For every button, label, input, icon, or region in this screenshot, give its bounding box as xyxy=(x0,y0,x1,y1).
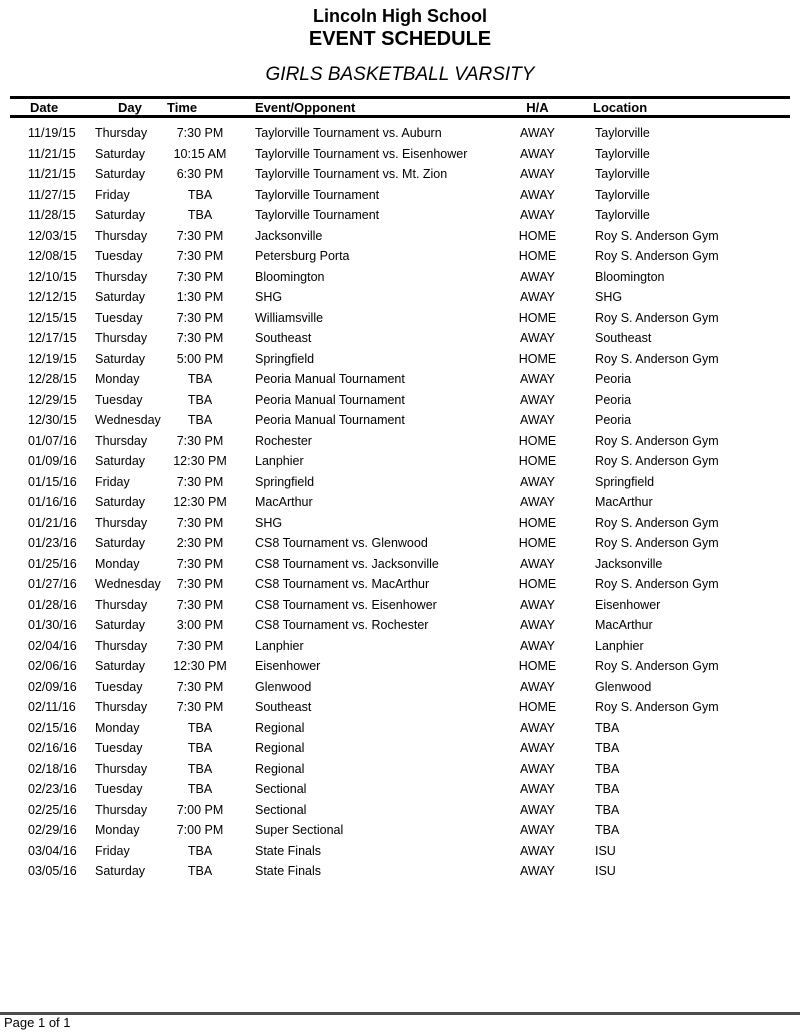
cell-location: TBA xyxy=(595,741,620,756)
cell-event: Petersburg Porta xyxy=(255,249,350,264)
table-row xyxy=(10,185,790,206)
cell-event: Super Sectional xyxy=(255,823,344,838)
cell-location: Roy S. Anderson Gym xyxy=(595,228,719,243)
cell-location: Taylorville xyxy=(595,126,650,141)
cell-day: Saturday xyxy=(95,454,146,469)
cell-ha: AWAY xyxy=(520,638,555,653)
column-header-event-opponent: Event/Opponent xyxy=(255,99,356,115)
cell-date: 12/03/15 xyxy=(28,228,77,243)
cell-date: 11/21/15 xyxy=(28,146,76,161)
cell-time: 1:30 PM xyxy=(176,290,224,305)
cell-location: Roy S. Anderson Gym xyxy=(595,536,719,551)
cell-event: Regional xyxy=(255,741,305,756)
cell-location: Taylorville xyxy=(595,167,650,182)
footer-divider xyxy=(0,1012,800,1015)
cell-date: 01/30/16 xyxy=(28,618,77,633)
cell-day: Tuesday xyxy=(95,741,143,756)
cell-date: 03/04/16 xyxy=(28,843,77,858)
cell-time: 5:00 PM xyxy=(176,351,224,366)
cell-event: Springfield xyxy=(255,474,315,489)
cell-time: 7:00 PM xyxy=(176,823,224,838)
cell-location: Taylorville xyxy=(595,187,650,202)
cell-day: Thursday xyxy=(95,761,148,776)
table-row xyxy=(10,308,790,329)
team-subtitle: GIRLS BASKETBALL VARSITY xyxy=(265,64,535,85)
cell-event: Lanphier xyxy=(255,454,304,469)
cell-event: Lanphier xyxy=(255,638,304,653)
cell-day: Tuesday xyxy=(95,310,143,325)
cell-time: 7:30 PM xyxy=(176,269,224,284)
cell-date: 11/27/15 xyxy=(28,187,76,202)
cell-time: 3:00 PM xyxy=(176,618,224,633)
column-header-location: Location xyxy=(593,99,648,115)
table-row xyxy=(10,349,790,370)
cell-ha: AWAY xyxy=(520,741,555,756)
cell-date: 01/23/16 xyxy=(28,536,77,551)
cell-day: Thursday xyxy=(95,433,148,448)
column-header-date: Date xyxy=(30,99,59,115)
schedule-table-body xyxy=(10,117,790,882)
cell-day: Monday xyxy=(95,720,140,735)
cell-ha: AWAY xyxy=(520,823,555,838)
cell-date: 02/09/16 xyxy=(28,679,77,694)
cell-time: 7:30 PM xyxy=(176,126,224,141)
cell-day: Saturday xyxy=(95,864,146,879)
cell-event: MacArthur xyxy=(255,495,313,510)
cell-time: 7:30 PM xyxy=(176,577,224,592)
cell-time: TBA xyxy=(187,187,213,202)
cell-ha: AWAY xyxy=(520,474,555,489)
cell-day: Saturday xyxy=(95,618,146,633)
table-row xyxy=(10,267,790,288)
table-row xyxy=(10,738,790,759)
cell-date: 03/05/16 xyxy=(28,864,77,879)
cell-location: TBA xyxy=(595,720,620,735)
cell-time: TBA xyxy=(187,392,213,407)
cell-ha: HOME xyxy=(518,659,557,674)
cell-day: Monday xyxy=(95,556,140,571)
cell-time: 7:30 PM xyxy=(176,228,224,243)
cell-ha: AWAY xyxy=(520,187,555,202)
cell-location: Glenwood xyxy=(595,679,652,694)
cell-time: TBA xyxy=(187,761,213,776)
table-row xyxy=(10,164,790,185)
table-row xyxy=(10,861,790,882)
cell-location: Roy S. Anderson Gym xyxy=(595,433,719,448)
cell-event: SHG xyxy=(255,290,283,305)
cell-ha: HOME xyxy=(518,536,557,551)
cell-ha: AWAY xyxy=(520,597,555,612)
cell-date: 12/10/15 xyxy=(28,269,77,284)
table-row xyxy=(10,574,790,595)
cell-date: 01/15/16 xyxy=(28,474,77,489)
cell-day: Thursday xyxy=(95,802,148,817)
cell-time: TBA xyxy=(187,782,213,797)
cell-time: TBA xyxy=(187,843,213,858)
cell-date: 12/08/15 xyxy=(28,249,77,264)
cell-ha: AWAY xyxy=(520,802,555,817)
cell-time: 7:30 PM xyxy=(176,310,224,325)
cell-day: Thursday xyxy=(95,638,148,653)
cell-event: Southeast xyxy=(255,700,312,715)
cell-event: Sectional xyxy=(255,802,307,817)
table-row xyxy=(10,144,790,165)
cell-location: ISU xyxy=(595,843,616,858)
cell-date: 02/25/16 xyxy=(28,802,77,817)
cell-location: MacArthur xyxy=(595,618,653,633)
title-block xyxy=(0,0,800,87)
table-row xyxy=(10,800,790,821)
cell-ha: AWAY xyxy=(520,413,555,428)
cell-location: Roy S. Anderson Gym xyxy=(595,454,719,469)
cell-date: 01/07/16 xyxy=(28,433,77,448)
cell-ha: AWAY xyxy=(520,864,555,879)
cell-time: 7:30 PM xyxy=(176,515,224,530)
cell-date: 02/29/16 xyxy=(28,823,77,838)
cell-date: 02/11/16 xyxy=(28,700,76,715)
cell-ha: AWAY xyxy=(520,618,555,633)
cell-ha: HOME xyxy=(518,228,557,243)
table-row xyxy=(10,451,790,472)
table-row xyxy=(10,656,790,677)
page-title: EVENT SCHEDULE xyxy=(308,28,492,50)
cell-ha: HOME xyxy=(518,700,557,715)
cell-location: MacArthur xyxy=(595,495,653,510)
cell-event: Taylorville Tournament xyxy=(255,187,380,202)
cell-event: Peoria Manual Tournament xyxy=(255,392,405,407)
column-header-time: Time xyxy=(167,99,198,115)
cell-time: 10:15 AM xyxy=(173,146,227,161)
cell-date: 12/28/15 xyxy=(28,372,77,387)
cell-event: Williamsville xyxy=(255,310,324,325)
cell-location: TBA xyxy=(595,823,620,838)
cell-event: Jacksonville xyxy=(255,228,323,243)
cell-day: Saturday xyxy=(95,167,146,182)
table-row xyxy=(10,513,790,534)
cell-event: Regional xyxy=(255,720,305,735)
cell-date: 02/06/16 xyxy=(28,659,77,674)
cell-location: TBA xyxy=(595,782,620,797)
cell-ha: AWAY xyxy=(520,392,555,407)
cell-day: Friday xyxy=(95,843,130,858)
cell-ha: HOME xyxy=(518,577,557,592)
table-row xyxy=(10,287,790,308)
cell-day: Saturday xyxy=(95,146,146,161)
cell-date: 12/15/15 xyxy=(28,310,77,325)
cell-time: TBA xyxy=(187,413,213,428)
table-row xyxy=(10,820,790,841)
cell-ha: AWAY xyxy=(520,720,555,735)
cell-day: Thursday xyxy=(95,228,148,243)
cell-event: Taylorville Tournament vs. Eisenhower xyxy=(255,146,468,161)
cell-day: Saturday xyxy=(95,659,146,674)
cell-date: 11/28/15 xyxy=(28,208,76,223)
cell-date: 01/25/16 xyxy=(28,556,77,571)
cell-location: Taylorville xyxy=(595,208,650,223)
cell-time: 7:30 PM xyxy=(176,679,224,694)
cell-date: 01/21/16 xyxy=(28,515,77,530)
cell-time: 12:30 PM xyxy=(173,659,227,674)
cell-event: CS8 Tournament vs. Jacksonville xyxy=(255,556,439,571)
cell-event: Rochester xyxy=(255,433,312,448)
table-header-row xyxy=(10,98,790,117)
cell-event: Sectional xyxy=(255,782,307,797)
cell-date: 01/27/16 xyxy=(28,577,77,592)
cell-location: Roy S. Anderson Gym xyxy=(595,659,719,674)
table-row xyxy=(10,759,790,780)
cell-day: Saturday xyxy=(95,536,146,551)
cell-time: 2:30 PM xyxy=(176,536,224,551)
cell-day: Saturday xyxy=(95,208,146,223)
cell-date: 12/19/15 xyxy=(28,351,77,366)
cell-event: CS8 Tournament vs. Eisenhower xyxy=(255,597,437,612)
cell-event: Taylorville Tournament vs. Mt. Zion xyxy=(255,167,448,182)
table-row xyxy=(10,615,790,636)
cell-day: Saturday xyxy=(95,351,146,366)
cell-day: Thursday xyxy=(95,515,148,530)
cell-ha: AWAY xyxy=(520,331,555,346)
table-row xyxy=(10,718,790,739)
cell-event: Glenwood xyxy=(255,679,312,694)
cell-event: Springfield xyxy=(255,351,315,366)
cell-day: Monday xyxy=(95,823,140,838)
cell-location: Peoria xyxy=(595,392,632,407)
cell-location: Lanphier xyxy=(595,638,644,653)
table-row xyxy=(10,246,790,267)
table-row xyxy=(10,533,790,554)
cell-day: Thursday xyxy=(95,700,148,715)
cell-date: 12/30/15 xyxy=(28,413,77,428)
cell-time: 7:30 PM xyxy=(176,597,224,612)
cell-location: TBA xyxy=(595,802,620,817)
cell-day: Tuesday xyxy=(95,679,143,694)
cell-time: TBA xyxy=(187,741,213,756)
cell-date: 02/18/16 xyxy=(28,761,77,776)
cell-date: 02/15/16 xyxy=(28,720,77,735)
schedule-table xyxy=(10,96,790,882)
cell-time: 12:30 PM xyxy=(173,454,227,469)
cell-ha: AWAY xyxy=(520,208,555,223)
cell-event: Peoria Manual Tournament xyxy=(255,413,405,428)
cell-ha: AWAY xyxy=(520,761,555,776)
cell-location: Jacksonville xyxy=(595,556,663,571)
cell-location: SHG xyxy=(595,290,623,305)
cell-location: Springfield xyxy=(595,474,655,489)
cell-time: 12:30 PM xyxy=(173,495,227,510)
cell-location: Taylorville xyxy=(595,146,650,161)
cell-day: Wednesday xyxy=(95,577,161,592)
cell-ha: AWAY xyxy=(520,679,555,694)
cell-time: 7:30 PM xyxy=(176,638,224,653)
cell-event: Taylorville Tournament vs. Auburn xyxy=(255,126,442,141)
table-row xyxy=(10,554,790,575)
cell-day: Thursday xyxy=(95,269,148,284)
cell-ha: AWAY xyxy=(520,372,555,387)
column-header-day: Day xyxy=(118,99,142,115)
table-row xyxy=(10,390,790,411)
cell-ha: HOME xyxy=(518,351,557,366)
cell-ha: HOME xyxy=(518,433,557,448)
cell-location: Peoria xyxy=(595,413,632,428)
cell-time: TBA xyxy=(187,372,213,387)
cell-location: Roy S. Anderson Gym xyxy=(595,577,719,592)
cell-time: TBA xyxy=(187,720,213,735)
cell-ha: AWAY xyxy=(520,269,555,284)
cell-time: 7:30 PM xyxy=(176,700,224,715)
cell-event: CS8 Tournament vs. Glenwood xyxy=(255,536,428,551)
cell-day: Friday xyxy=(95,187,130,202)
cell-date: 01/28/16 xyxy=(28,597,77,612)
cell-date: 11/19/15 xyxy=(28,126,76,141)
cell-location: Roy S. Anderson Gym xyxy=(595,351,719,366)
cell-event: Bloomington xyxy=(255,269,325,284)
cell-date: 01/09/16 xyxy=(28,454,77,469)
cell-ha: HOME xyxy=(518,310,557,325)
cell-day: Monday xyxy=(95,372,140,387)
cell-date: 02/16/16 xyxy=(28,741,77,756)
cell-event: State Finals xyxy=(255,843,322,858)
cell-event: Southeast xyxy=(255,331,312,346)
cell-location: Southeast xyxy=(595,331,652,346)
cell-date: 12/29/15 xyxy=(28,392,77,407)
cell-ha: AWAY xyxy=(520,782,555,797)
table-row xyxy=(10,779,790,800)
cell-event: CS8 Tournament vs. Rochester xyxy=(255,618,429,633)
cell-date: 02/04/16 xyxy=(28,638,77,653)
table-row xyxy=(10,492,790,513)
cell-ha: HOME xyxy=(518,249,557,264)
cell-date: 12/12/15 xyxy=(28,290,77,305)
cell-date: 12/17/15 xyxy=(28,331,77,346)
cell-day: Thursday xyxy=(95,597,148,612)
cell-event: State Finals xyxy=(255,864,322,879)
cell-day: Tuesday xyxy=(95,249,143,264)
cell-time: 7:30 PM xyxy=(176,556,224,571)
table-row xyxy=(10,205,790,226)
school-name: Lincoln High School xyxy=(313,6,487,26)
cell-ha: AWAY xyxy=(520,843,555,858)
cell-day: Thursday xyxy=(95,331,148,346)
cell-day: Thursday xyxy=(95,126,148,141)
cell-ha: AWAY xyxy=(520,495,555,510)
cell-day: Tuesday xyxy=(95,392,143,407)
cell-event: Eisenhower xyxy=(255,659,321,674)
cell-day: Saturday xyxy=(95,495,146,510)
cell-location: Eisenhower xyxy=(595,597,661,612)
cell-event: SHG xyxy=(255,515,283,530)
cell-location: TBA xyxy=(595,761,620,776)
cell-date: 02/23/16 xyxy=(28,782,77,797)
table-row xyxy=(10,841,790,862)
table-row xyxy=(10,226,790,247)
table-row xyxy=(10,410,790,431)
cell-ha: AWAY xyxy=(520,556,555,571)
cell-location: Peoria xyxy=(595,372,632,387)
cell-day: Wednesday xyxy=(95,413,161,428)
cell-time: 6:30 PM xyxy=(176,167,224,182)
cell-time: 7:30 PM xyxy=(176,474,224,489)
cell-location: Roy S. Anderson Gym xyxy=(595,700,719,715)
cell-location: Bloomington xyxy=(595,269,665,284)
table-row xyxy=(10,431,790,452)
cell-day: Tuesday xyxy=(95,782,143,797)
cell-event: Regional xyxy=(255,761,305,776)
cell-ha: AWAY xyxy=(520,290,555,305)
cell-ha: AWAY xyxy=(520,167,555,182)
cell-event: CS8 Tournament vs. MacArthur xyxy=(255,577,430,592)
cell-day: Saturday xyxy=(95,290,146,305)
cell-time: TBA xyxy=(187,208,213,223)
table-row xyxy=(10,697,790,718)
cell-ha: AWAY xyxy=(520,146,555,161)
table-row xyxy=(10,117,790,144)
cell-location: Roy S. Anderson Gym xyxy=(595,249,719,264)
cell-event: Peoria Manual Tournament xyxy=(255,372,405,387)
column-header-home-away: H/A xyxy=(526,99,549,115)
table-row xyxy=(10,328,790,349)
cell-ha: AWAY xyxy=(520,126,555,141)
table-row xyxy=(10,595,790,616)
cell-time: 7:00 PM xyxy=(176,802,224,817)
table-row xyxy=(10,677,790,698)
cell-time: 7:30 PM xyxy=(176,433,224,448)
cell-date: 11/21/15 xyxy=(28,167,76,182)
cell-location: ISU xyxy=(595,864,616,879)
table-row xyxy=(10,369,790,390)
cell-time: 7:30 PM xyxy=(176,331,224,346)
cell-date: 01/16/16 xyxy=(28,495,77,510)
cell-time: TBA xyxy=(187,864,213,879)
cell-time: 7:30 PM xyxy=(176,249,224,264)
table-row xyxy=(10,472,790,493)
cell-event: Taylorville Tournament xyxy=(255,208,380,223)
table-row xyxy=(10,636,790,657)
cell-location: Roy S. Anderson Gym xyxy=(595,515,719,530)
cell-location: Roy S. Anderson Gym xyxy=(595,310,719,325)
cell-ha: HOME xyxy=(518,454,557,469)
cell-day: Friday xyxy=(95,474,130,489)
cell-ha: HOME xyxy=(518,515,557,530)
page-number: Page 1 of 1 xyxy=(4,1015,71,1030)
